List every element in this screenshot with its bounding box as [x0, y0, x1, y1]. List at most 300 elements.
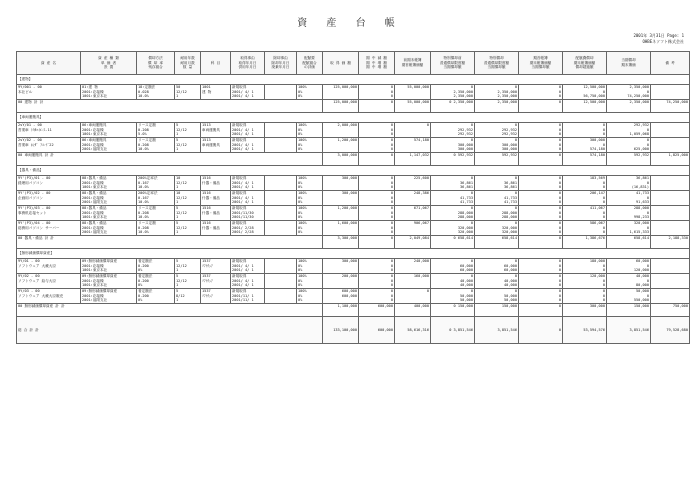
- asset-cell: [137, 259, 175, 274]
- asset-cell: [265, 191, 297, 206]
- cell-line: 12/12: [176, 210, 187, 215]
- cell-line: 100%: [298, 85, 307, 89]
- asset-cell: [297, 259, 323, 274]
- subtotal-value: 3,300,000: [323, 236, 359, 249]
- asset-cell: [137, 289, 175, 304]
- cell-line: 248,386: [413, 191, 429, 195]
- asset-cell: [563, 176, 607, 191]
- cell-line: 36,861: [504, 180, 517, 185]
- asset-cell: [81, 138, 137, 153]
- cell-line: 1001:東京本社: [82, 283, 108, 288]
- cell-line: 300,000: [341, 259, 357, 263]
- cell-line: 2001/ 4/ 1: [232, 263, 254, 268]
- subtotal-value: 0: [359, 153, 395, 166]
- cell-line: 240,000: [413, 259, 429, 263]
- asset-cell: [231, 221, 265, 236]
- asset-cell: [395, 138, 431, 153]
- cell-line: 0: [470, 274, 473, 278]
- asset-cell: [431, 259, 475, 274]
- asset-cell: [17, 206, 81, 221]
- cell-line: 0: [646, 293, 649, 298]
- column-header-line: 配賦割合: [302, 60, 317, 65]
- cell-line: 1537: [202, 274, 211, 278]
- cell-line: 0.200: [138, 293, 149, 298]
- asset-cell: [563, 274, 607, 289]
- cell-line: 2001/ 4/ 1: [232, 185, 254, 190]
- section-label: 【器具・備品】: [17, 166, 690, 176]
- cell-line: 0: [514, 221, 517, 225]
- cell-line: 0%: [298, 94, 303, 99]
- cell-line: 12/12: [176, 142, 187, 147]
- cell-line: 0: [390, 195, 393, 200]
- asset-cell: [201, 259, 231, 274]
- column-header-line: 期末帳簿価額: [529, 60, 552, 65]
- column-header-line: 数 量: [182, 65, 193, 70]
- column-header-line: 当期償却額: [487, 65, 506, 70]
- asset-cell: [175, 221, 201, 236]
- asset-cell: [607, 221, 651, 236]
- column-header-line: 期首帳簿価額: [401, 63, 424, 67]
- cell-line: 1537: [202, 289, 211, 293]
- cell-line: 40,000: [460, 283, 473, 288]
- asset-cell: [519, 191, 563, 206]
- asset-cell: [137, 123, 175, 138]
- asset-cell: [201, 138, 231, 153]
- cell-line: 120,000: [633, 268, 649, 273]
- cell-line: 10.0%: [138, 200, 149, 205]
- cell-line: 0: [558, 298, 561, 303]
- cell-line: 2,350,000: [629, 85, 649, 89]
- asset-cell: [431, 191, 475, 206]
- cell-line: 2,350,000: [453, 89, 473, 94]
- asset-row: [17, 289, 690, 304]
- cell-line: 12/12: [176, 89, 187, 94]
- cell-line: 50,000: [460, 298, 473, 303]
- cell-line: 0: [558, 180, 561, 185]
- cell-line: 什器・備品: [202, 210, 220, 215]
- asset-cell: [81, 206, 137, 221]
- column-header-line: 配賦要: [304, 56, 315, 61]
- cell-line: 0: [470, 138, 473, 142]
- cell-line: 0: [646, 195, 649, 200]
- cell-line: 0: [558, 215, 561, 220]
- document-header-info: [633, 33, 684, 44]
- column-header-line: 除却年月日: [271, 60, 290, 65]
- cell-line: 総務用パソコン サーバー: [18, 225, 60, 230]
- cell-line: 50,000: [460, 293, 473, 298]
- cell-line: 2001/ 4/ 1: [232, 180, 254, 185]
- asset-cell: [81, 85, 137, 100]
- asset-cell: [265, 85, 297, 100]
- asset-cell: [519, 289, 563, 304]
- column-header: [607, 52, 651, 75]
- asset-cell: [297, 138, 323, 153]
- cell-line: 292,932: [457, 127, 473, 132]
- column-header-line: 当期償却: [621, 58, 636, 63]
- section-header-row: [17, 249, 690, 259]
- cell-line: 0: [390, 206, 393, 210]
- asset-cell: [17, 123, 81, 138]
- cell-line: 本社ビル: [18, 89, 33, 94]
- asset-cell: [231, 259, 265, 274]
- subtotal-value: 300,000: [563, 304, 607, 317]
- cell-line: 0: [470, 289, 473, 293]
- cell-line: 0: [390, 142, 393, 147]
- cell-line: 企画用パソコン: [18, 195, 44, 200]
- subtotal-value: 0: [519, 153, 563, 166]
- cell-line: 0: [514, 85, 517, 89]
- cell-line: 2001/ 4/ 1: [232, 195, 254, 200]
- cell-line: 300,000: [501, 142, 517, 147]
- asset-cell: [323, 138, 359, 153]
- column-header: [231, 52, 265, 75]
- cell-line: 1: [176, 215, 179, 220]
- cell-line: 0%: [298, 210, 303, 215]
- cell-line: 100%: [298, 221, 307, 225]
- asset-cell: [607, 123, 651, 138]
- cell-line: 1: [176, 94, 179, 99]
- cell-line: 0.167: [138, 180, 149, 185]
- asset-cell: [323, 289, 359, 304]
- cell-line: (16,831): [631, 185, 649, 190]
- cell-line: 292,932: [501, 127, 517, 132]
- column-header: [17, 52, 81, 75]
- asset-cell: [395, 259, 431, 274]
- cell-line: 1513: [202, 138, 211, 142]
- asset-cell: [265, 176, 297, 191]
- asset-cell: [265, 123, 297, 138]
- cell-line: 0: [514, 123, 517, 127]
- asset-cell: [475, 85, 519, 100]
- asset-cell: [323, 85, 359, 100]
- asset-cell: [81, 289, 137, 304]
- asset-cell: [297, 176, 323, 191]
- cell-line: 0: [514, 138, 517, 142]
- asset-cell: [651, 259, 690, 274]
- cell-line: 0: [390, 180, 393, 185]
- cell-line: 0: [558, 132, 561, 137]
- cell-line: 0: [390, 225, 393, 230]
- cell-line: 0: [390, 278, 393, 283]
- cell-line: 0: [558, 89, 561, 94]
- cell-line: 288,000: [501, 210, 517, 215]
- asset-cell: [431, 85, 475, 100]
- subtotal-value: 125,000,000: [323, 100, 359, 113]
- cell-line: 0: [602, 278, 605, 283]
- cell-line: 5: [176, 221, 179, 225]
- cell-line: 5.0%: [138, 132, 147, 137]
- section-label: 【無形減価償却資産】: [17, 249, 690, 259]
- asset-cell: [175, 191, 201, 206]
- section-label: 【建物】: [17, 75, 690, 85]
- cell-line: 180,000: [589, 259, 605, 263]
- cell-line: 100%: [298, 274, 307, 278]
- cell-line: 0: [390, 147, 393, 152]
- column-header-line: 取 得 価 額: [330, 60, 351, 65]
- asset-cell: [323, 123, 359, 138]
- asset-cell: [607, 191, 651, 206]
- cell-line: 0: [602, 230, 605, 235]
- cell-line: 0: [602, 142, 605, 147]
- section-header-row: [17, 113, 690, 123]
- asset-cell: [297, 123, 323, 138]
- asset-cell: [231, 138, 265, 153]
- subtotal-value: 0 592,932: [431, 153, 475, 166]
- asset-cell: [519, 176, 563, 191]
- asset-row: [17, 191, 690, 206]
- asset-cell: [395, 176, 431, 191]
- cell-line: 什器・備品: [202, 225, 220, 230]
- cell-line: 0: [514, 191, 517, 195]
- asset-cell: [231, 274, 265, 289]
- cell-line: 1516: [202, 221, 211, 225]
- column-header: [201, 52, 231, 75]
- asset-cell: [231, 176, 265, 191]
- cell-line: 0: [390, 185, 393, 190]
- cell-line: 0: [558, 268, 561, 273]
- cell-line: 0: [390, 283, 393, 288]
- cell-line: 0%: [298, 268, 303, 273]
- cell-line: 300,000: [457, 142, 473, 147]
- cell-line: 08:器具・備品: [82, 206, 107, 210]
- cell-line: 120,000: [589, 274, 605, 278]
- asset-cell: [563, 289, 607, 304]
- cell-line: 2001/ 2/28: [232, 230, 254, 235]
- cell-line: 8/12: [176, 293, 185, 298]
- cell-line: 300,000: [341, 191, 357, 195]
- cell-line: 2001/11/ 1: [232, 298, 254, 303]
- cell-line: 2001:応接棟: [82, 263, 104, 268]
- asset-cell: [563, 138, 607, 153]
- asset-cell: [231, 206, 265, 221]
- cell-line: 12/12: [176, 195, 187, 200]
- cell-line: 2001/ 4/ 1: [232, 200, 254, 205]
- cell-line: 288,000: [457, 215, 473, 220]
- cell-line: 0: [558, 147, 561, 152]
- asset-cell: [563, 221, 607, 236]
- column-header: [323, 52, 359, 75]
- subtotal-value: 574,180: [563, 153, 607, 166]
- cell-line: 1,600,000: [337, 221, 357, 225]
- cell-line: 0: [602, 200, 605, 205]
- cell-line: 0: [558, 85, 561, 89]
- asset-cell: [137, 206, 175, 221]
- asset-cell: [17, 176, 81, 191]
- cell-line: 0: [390, 274, 393, 278]
- cell-line: 200,000: [341, 274, 357, 278]
- asset-cell: [651, 274, 690, 289]
- cell-line: 0: [558, 185, 561, 190]
- cell-line: 0: [390, 127, 393, 132]
- subtotal-value: 658,614: [475, 236, 519, 249]
- cell-line: 2001/ 4/ 1: [232, 268, 254, 273]
- cell-line: ｿﾌﾄｳｪｱ: [202, 278, 213, 283]
- asset-cell: [651, 206, 690, 221]
- asset-cell: [137, 221, 175, 236]
- cell-line: 2001:応接棟: [82, 89, 104, 94]
- cell-line: 0%: [298, 283, 303, 288]
- cell-line: リース定額: [138, 206, 156, 210]
- cell-line: 0: [602, 89, 605, 94]
- asset-cell: [359, 138, 395, 153]
- cell-line: 0: [558, 225, 561, 230]
- asset-cell: [323, 259, 359, 274]
- subtotal-value: 1,825,000: [651, 153, 690, 166]
- cell-line: 5: [176, 123, 179, 127]
- cell-line: 40,000: [504, 278, 517, 283]
- subtotal-value: 74,250,000: [651, 100, 690, 113]
- asset-cell: [201, 191, 231, 206]
- cell-line: 5: [176, 138, 179, 142]
- cell-line: 0: [390, 210, 393, 215]
- asset-cell: [359, 206, 395, 221]
- asset-cell: [607, 259, 651, 274]
- cell-line: 0: [390, 259, 393, 263]
- cell-line: 0: [390, 176, 393, 180]
- cell-line: 41,733: [504, 195, 517, 200]
- column-header: [297, 52, 323, 75]
- cell-line: 01:建 物: [82, 85, 98, 89]
- asset-cell: [431, 123, 475, 138]
- column-header-line: 耐用年数: [180, 56, 195, 61]
- cell-line: 0: [390, 289, 393, 293]
- subtotal-row: [17, 236, 690, 249]
- grand-total-value: 0 3,851,546: [431, 317, 475, 344]
- cell-line: 1001:東京本社: [82, 185, 108, 190]
- cell-line: 08:器具・備品: [82, 176, 107, 180]
- cell-line: 0%: [298, 195, 303, 200]
- cell-line: 1: [176, 298, 179, 303]
- cell-line: 営業車 ﾎﾝﾀﾞ ｱｺｰﾄﾞ22: [18, 142, 54, 147]
- subtotal-value: 592,932: [607, 153, 651, 166]
- asset-row: [17, 259, 690, 274]
- cell-line: 0%: [298, 263, 303, 268]
- subtotal-value: 600,000: [359, 304, 395, 317]
- asset-cell: [359, 259, 395, 274]
- cell-line: 0: [390, 263, 393, 268]
- cell-line: 2001/ 4/ 1: [232, 89, 254, 94]
- asset-row: [17, 206, 690, 221]
- subtotal-value: 0: [519, 100, 563, 113]
- table-header-row: [17, 52, 690, 75]
- cell-line: 0: [390, 293, 393, 298]
- cell-line: 0: [646, 225, 649, 230]
- cell-line: 5: [176, 289, 179, 293]
- cell-line: 0: [558, 259, 561, 263]
- cell-line: 0%: [298, 298, 303, 303]
- asset-row: [17, 221, 690, 236]
- cell-line: 2001/ 4/ 1: [232, 94, 254, 99]
- cell-line: 40,000: [460, 278, 473, 283]
- cell-line: 50,000: [504, 293, 517, 298]
- cell-line: 0: [558, 191, 561, 195]
- section-header-row: [17, 75, 690, 85]
- subtotal-value: 592,932: [475, 153, 519, 166]
- asset-row: [17, 138, 690, 153]
- cell-line: 0: [390, 221, 393, 225]
- asset-cell: [395, 206, 431, 221]
- asset-cell: [17, 274, 81, 289]
- asset-cell: [519, 259, 563, 274]
- cell-line: 550,000: [633, 298, 649, 303]
- cell-line: 36,861: [636, 176, 649, 180]
- cell-line: 1: [176, 147, 179, 152]
- cell-line: 41,733: [504, 200, 517, 205]
- asset-cell: [137, 138, 175, 153]
- cell-line: 0: [470, 123, 473, 127]
- column-header-line: 残存割合: [148, 65, 163, 70]
- cell-line: 2001:福岡支社: [82, 147, 108, 152]
- cell-line: 0%: [138, 298, 143, 303]
- cell-line: 574,180: [413, 138, 429, 142]
- cell-line: 9Y'(P3)/04 - 00: [18, 221, 51, 225]
- subtotal-value: 12,500,000: [563, 100, 607, 113]
- cell-line: 新規取得: [232, 138, 247, 142]
- cell-line: 60,000: [504, 263, 517, 268]
- cell-line: 9Y'(P3)/02 - 00: [18, 191, 51, 195]
- cell-line: 2sY/02 - 00: [18, 138, 42, 142]
- subtotal-value: 2,188,330: [651, 236, 690, 249]
- cell-line: 574,180: [589, 147, 605, 152]
- column-header-line: 普通償却限度額: [483, 60, 510, 65]
- cell-line: 0.200: [138, 278, 149, 283]
- asset-cell: [323, 191, 359, 206]
- subtotal-value: 0: [519, 236, 563, 249]
- cell-line: 1,615,333: [629, 230, 649, 235]
- cell-line: 1516: [202, 206, 211, 210]
- cell-line: 2001:応接棟: [82, 127, 104, 132]
- asset-cell: [137, 85, 175, 100]
- asset-cell: [519, 138, 563, 153]
- grand-total-value: 3,851,546: [607, 317, 651, 344]
- cell-line: 0: [602, 215, 605, 220]
- cell-line: 0.208: [138, 210, 149, 215]
- asset-cell: [431, 206, 475, 221]
- cell-line: 0.028: [138, 89, 149, 94]
- cell-line: 18:定額法: [138, 85, 156, 89]
- asset-cell: [175, 274, 201, 289]
- cell-line: 0: [558, 263, 561, 268]
- cell-line: 建 物: [202, 89, 212, 94]
- column-header-line: 供用年月日: [238, 65, 257, 70]
- asset-row: [17, 274, 690, 289]
- cell-line: 411,067: [589, 206, 605, 210]
- cell-line: 0%: [138, 268, 143, 273]
- cell-line: 5: [176, 259, 179, 263]
- cell-line: 0: [390, 123, 393, 127]
- cell-line: 0: [390, 85, 393, 89]
- asset-cell: [431, 221, 475, 236]
- cell-line: 1001:東京本社: [82, 94, 108, 99]
- asset-cell: [359, 191, 395, 206]
- cell-line: 新規取得: [232, 289, 247, 293]
- subtotal-value: 0 2,350,000: [431, 100, 475, 113]
- cell-line: 1516: [202, 191, 211, 195]
- asset-cell: [17, 85, 81, 100]
- cell-line: 100%: [298, 289, 307, 293]
- cell-line: 0: [646, 278, 649, 283]
- cell-line: 0: [646, 142, 649, 147]
- column-header-line: 特別償却前: [443, 56, 462, 61]
- cell-line: 経理用パソコン: [18, 180, 44, 185]
- column-header: [431, 52, 475, 75]
- cell-line: 0: [602, 210, 605, 215]
- asset-cell: [201, 123, 231, 138]
- cell-line: 2001/ 4/ 1: [232, 278, 254, 283]
- asset-cell: [81, 123, 137, 138]
- cell-line: 41,733: [460, 195, 473, 200]
- asset-cell: [475, 274, 519, 289]
